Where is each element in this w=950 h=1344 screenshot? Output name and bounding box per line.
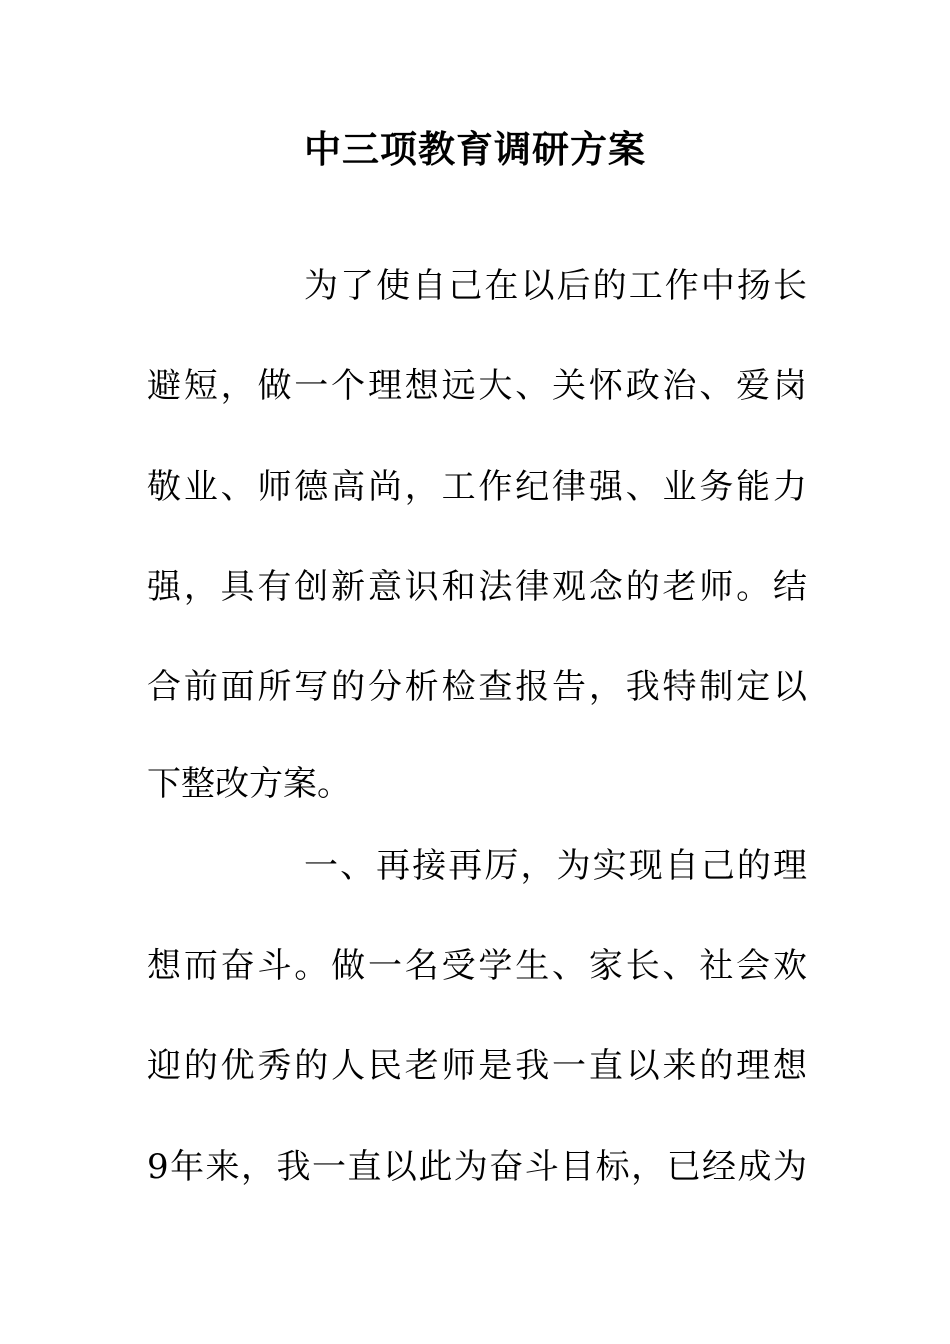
paragraph-2-line-3: 迎的优秀的人民老师是我一直以来的理想	[147, 1046, 807, 1086]
paragraph-1-line-4: 强，具有创新意识和法律观念的老师。结	[147, 567, 807, 607]
paragraph-1-line-3: 敬业、师德高尚，工作纪律强、业务能力	[147, 467, 807, 507]
paragraph-1-line-1: 为了使自己在以后的工作中扬长	[304, 266, 807, 306]
paragraph-1-line-5: 合前面所写的分析检查报告，我特制定以	[147, 667, 807, 707]
paragraph-2-line-2: 想而奋斗。做一名受学生、家长、社会欢	[147, 946, 807, 986]
paragraph-2-line-1: 一、再接再厉，为实现自己的理	[304, 846, 807, 886]
paragraph-1-line-6: 下整改方案。	[147, 764, 351, 804]
document-title: 中三项教育调研方案	[304, 128, 646, 171]
paragraph-1-line-2: 避短，做一个理想远大、关怀政治、爱岗	[147, 366, 807, 406]
paragraph-2-line-4: 9年来，我一直以此为奋斗目标，已经成为	[147, 1147, 807, 1187]
